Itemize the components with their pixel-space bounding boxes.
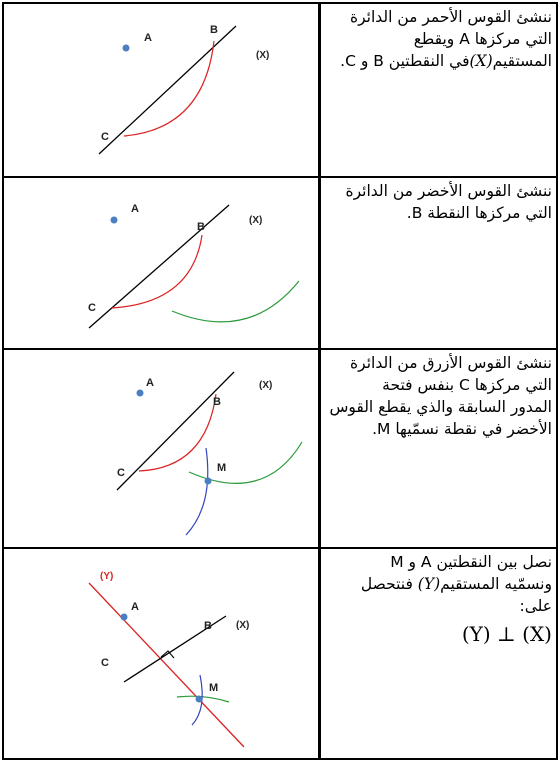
label-b: B (213, 396, 221, 408)
label-a: A (146, 377, 154, 389)
text-line: الأخضر في نقطة نسمّيها M. (372, 420, 552, 438)
label-x: (X) (249, 215, 263, 226)
red-arc (139, 394, 216, 471)
text-fragment: ونسمّيه المستقيم (440, 575, 552, 593)
text-line: المدور السابقة والذي يقطع القوس (329, 398, 552, 416)
figure-step-2 (4, 178, 318, 348)
label-m: M (217, 462, 227, 474)
text-step-1 (326, 6, 552, 72)
line-x (99, 26, 236, 154)
label-y: (Y) (100, 571, 114, 582)
blue-arc (186, 448, 208, 535)
text-line (326, 573, 552, 595)
label-a: A (131, 601, 139, 613)
label-a: A (131, 203, 139, 215)
line-y (89, 583, 244, 747)
text-step-3 (326, 352, 552, 440)
figure-step-1 (4, 4, 318, 176)
green-arc (172, 281, 299, 322)
label-c: C (101, 131, 109, 143)
math-x: (X) (469, 52, 493, 70)
label-c: C (88, 302, 96, 314)
text-line: التي مركزها A ويقطع (413, 30, 552, 48)
point-m (196, 696, 203, 703)
label-m: M (209, 682, 219, 694)
label-c: C (117, 467, 125, 479)
text-fragment: فنتحصل (360, 575, 413, 593)
text-step-2 (326, 180, 552, 224)
point-a (137, 390, 144, 397)
table-column-divider (318, 2, 321, 760)
text-line: التي مركزها النقطة B. (406, 204, 552, 222)
figure-step-4 (4, 549, 318, 758)
perpendicular-formula: (Y) ⊥ (X) (461, 622, 552, 646)
text-line: على: (519, 597, 552, 615)
label-b: B (197, 221, 205, 233)
label-x: (X) (236, 620, 250, 631)
point-m (205, 478, 212, 485)
label-b: B (210, 24, 218, 36)
label-x: (X) (259, 380, 273, 391)
red-arc (112, 235, 202, 308)
label-x: (X) (256, 50, 270, 61)
text-line: ننشئ القوس الأحمر من الدائرة (349, 8, 552, 26)
text-step-4 (326, 551, 552, 645)
green-arc (177, 696, 229, 702)
table-border-right (556, 2, 558, 760)
text-fragment: المستقيم (492, 52, 552, 70)
figure-step-3 (4, 350, 318, 547)
point-a (111, 217, 118, 224)
label-a: A (144, 32, 152, 44)
text-line: ننشئ القوس الأخضر من الدائرة (345, 182, 552, 200)
text-line: التي مركزها C بنفس فتحة (382, 376, 552, 394)
math-y: (Y) (417, 575, 441, 593)
text-line (326, 50, 552, 72)
line-x (89, 205, 229, 328)
label-b: B (204, 620, 212, 632)
text-fragment: في النقطتين B و C. (340, 52, 470, 70)
point-a (123, 45, 130, 52)
table-border-bottom (2, 758, 558, 760)
text-line: نصل بين النقطتين A و M (390, 553, 552, 571)
text-line: ننشئ القوس الأزرق من الدائرة (350, 354, 552, 372)
point-a (121, 614, 128, 621)
label-c: C (101, 657, 109, 669)
